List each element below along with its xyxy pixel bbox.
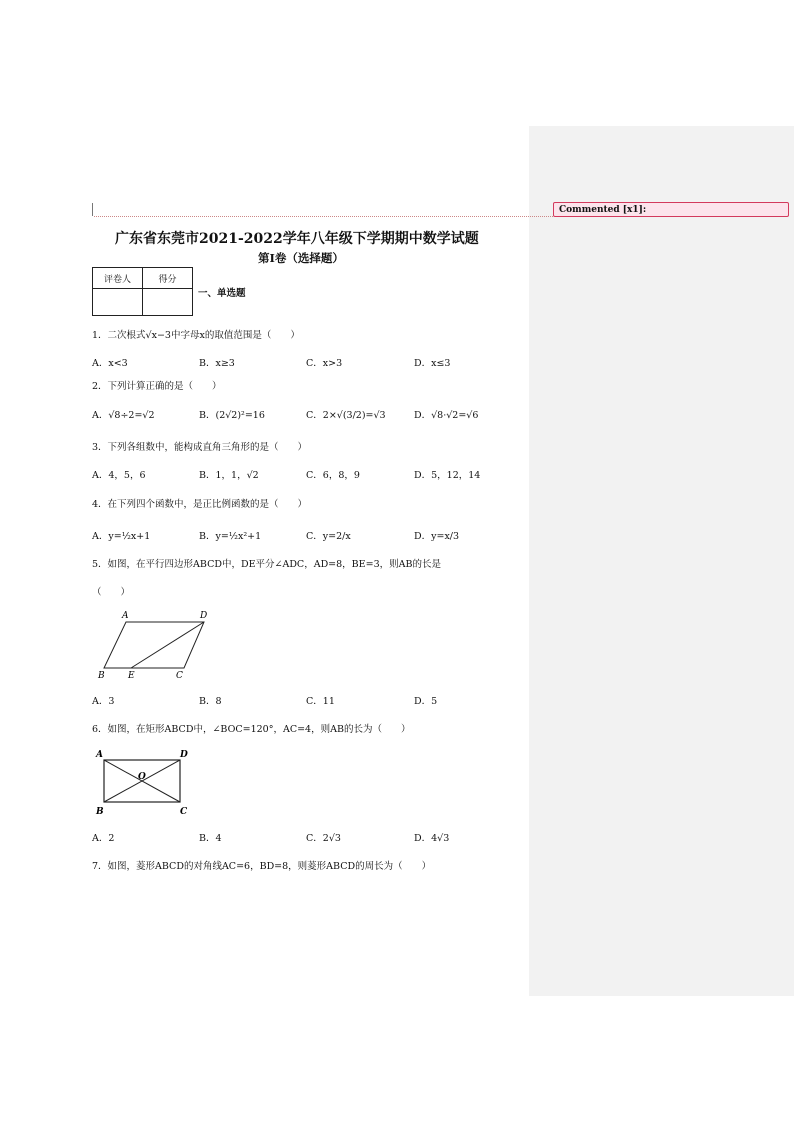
figure2-label-d: D [180, 750, 188, 760]
comment-pane [529, 126, 794, 996]
question-1-stem: 1．二次根式√x−3中字母x的取值范围是（ ） [92, 330, 300, 341]
figure1-label-e: E [128, 671, 135, 681]
figure1-label-c: C [176, 671, 183, 681]
question-3-option-a: A．4，5，6 [92, 470, 146, 481]
question-3-option-c: C．6，8，9 [306, 470, 360, 481]
figure2-label-b: B [96, 807, 104, 817]
question-5-option-d: D．5 [414, 696, 438, 707]
parallelogram-figure [94, 608, 216, 682]
question-3-stem: 3．下列各组数中，能构成直角三角形的是（ ） [92, 442, 308, 453]
question-1-option-d: D．x≤3 [414, 358, 451, 369]
question-4-stem: 4．在下列四个函数中，是正比例函数的是（ ） [92, 499, 308, 510]
figure1-label-d: D [200, 611, 208, 621]
figure2-label-a: A [96, 750, 103, 760]
question-2-option-a: A．√8÷2=√2 [92, 410, 155, 421]
question-5-option-b: B．8 [199, 696, 222, 707]
comment-anchor-mark [92, 203, 93, 216]
question-2-option-b: B．(2√2)²=16 [199, 410, 265, 421]
question-3-option-b: B．1，1，√2 [199, 470, 259, 481]
question-5-option-a: A．3 [92, 696, 115, 707]
score-table-cell [93, 289, 143, 316]
question-5-option-c: C．11 [306, 696, 335, 707]
volume-title: 第I卷（选择题） [258, 251, 344, 265]
comment-label: Commented [x1]: [559, 205, 647, 215]
question-1-option-c: C．x>3 [306, 358, 343, 369]
score-table-header-grader: 评卷人 [93, 268, 143, 289]
question-6-option-c: C．2√3 [306, 833, 341, 844]
question-6-option-b: B．4 [199, 833, 222, 844]
question-1-option-a: A．x<3 [92, 358, 128, 369]
figure1-label-b: B [98, 671, 105, 681]
segment-de [131, 622, 204, 668]
question-4-option-c: C．y=2/x [306, 531, 351, 542]
parallelogram-abcd [104, 622, 204, 668]
figure1-label-a: A [122, 611, 129, 621]
question-2-option-c: C．2×√(3/2)=√3 [306, 410, 386, 421]
question-3-option-d: D．5，12，14 [414, 470, 481, 481]
question-4-option-b: B．y=½x²+1 [199, 531, 262, 542]
comment-connector-line [94, 216, 553, 217]
question-6-option-a: A．2 [92, 833, 115, 844]
question-4-option-a: A．y=½x+1 [92, 531, 151, 542]
comment-balloon[interactable] [553, 202, 789, 217]
question-6-option-d: D．4√3 [414, 833, 450, 844]
question-2-stem: 2．下列计算正确的是（ ） [92, 381, 222, 392]
score-table-header-score: 得分 [143, 268, 193, 289]
question-1-option-b: B．x≥3 [199, 358, 235, 369]
question-5-stem: 5．如图，在平行四边形ABCD中，DE平分∠ADC，AD=8，BE=3，则AB的长是 [92, 559, 441, 570]
question-2-option-d: D．√8·√2=√6 [414, 410, 479, 421]
question-6-stem: 6．如图，在矩形ABCD中，∠BOC=120°，AC=4，则AB的长为（ ） [92, 724, 411, 735]
score-table [92, 267, 193, 316]
rectangle-figure [92, 746, 192, 818]
score-table-cell [143, 289, 193, 316]
figure2-label-c: C [180, 807, 188, 817]
section-heading: 一、单选题 [198, 288, 246, 299]
question-7-stem: 7．如图，菱形ABCD的对角线AC=6，BD=8，则菱形ABCD的周长为（ ） [92, 861, 432, 872]
question-5-stem-bracket: （ ） [92, 587, 131, 598]
question-4-option-d: D．y=x/3 [414, 531, 460, 542]
document-title: 广东省东莞市2021-2022学年八年级下学期期中数学试题 [115, 231, 479, 247]
figure2-label-o: O [138, 772, 146, 782]
